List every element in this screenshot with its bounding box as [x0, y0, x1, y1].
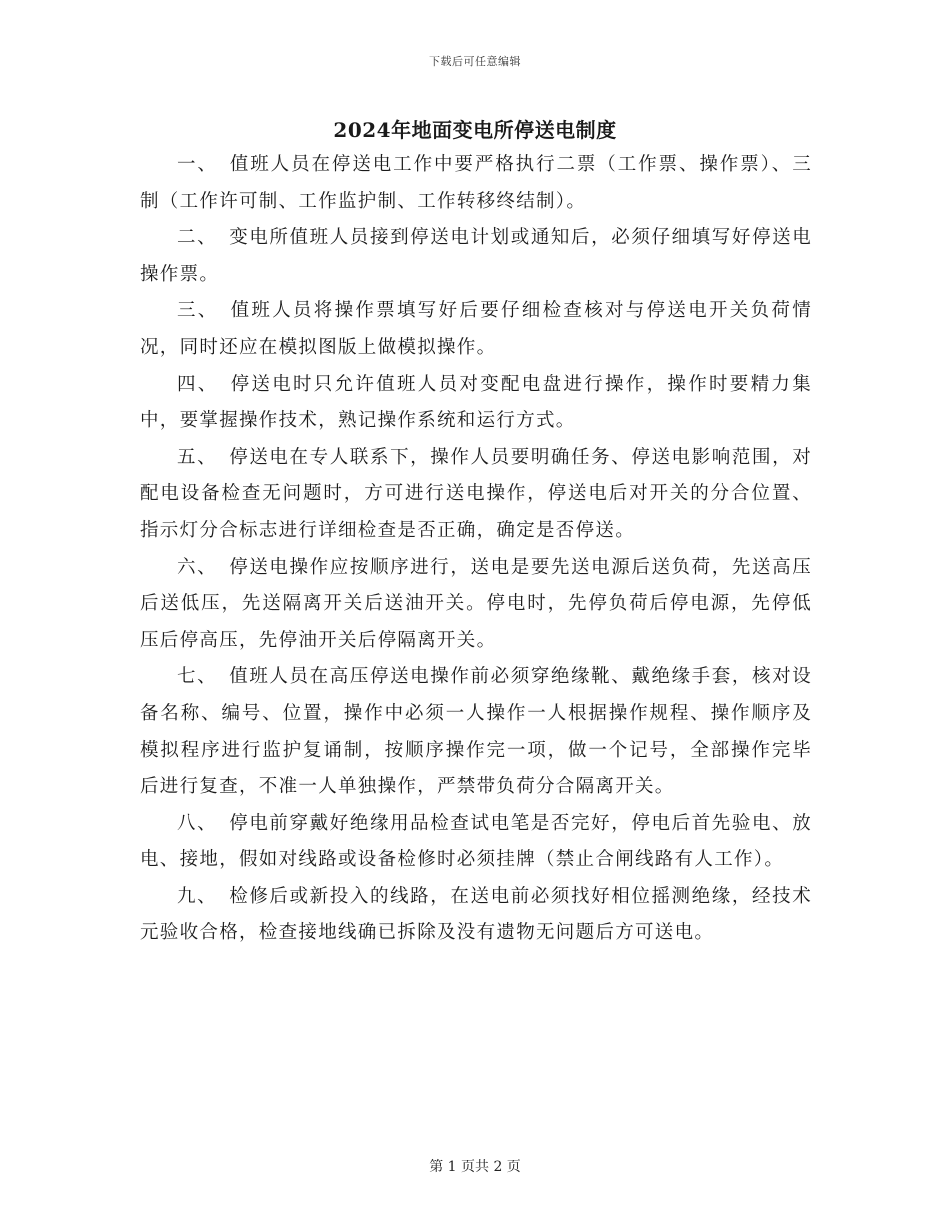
paragraph-text: 停送电在专人联系下，操作人员要明确任务、停送电影响范围，对配电设备检查无问题时，方可进行送电操作，停送电后对开关的分合位置、指示灯分合标志进行详细检查是否正确，确定是否停送。 [140, 446, 812, 541]
paragraph-2 [140, 220, 812, 293]
paragraph-1 [140, 147, 812, 220]
document-title: 2024年地面变电所停送电制度 [333, 118, 617, 142]
paragraph-text: 停送电时只允许值班人员对变配电盘进行操作，操作时要精力集中，要掌握操作技术，熟记操作系统和运行方式。 [140, 373, 812, 432]
paragraph-6 [140, 550, 812, 660]
paragraph-number: 三、 [177, 300, 219, 322]
paragraph-7 [140, 659, 812, 805]
paragraph-8 [140, 806, 812, 879]
paragraph-text: 值班人员将操作票填写好后要仔细检查核对与停送电开关负荷情况，同时还应在模拟图版上做模拟操作。 [140, 300, 812, 358]
paragraph-9 [140, 879, 812, 952]
paragraph-number: 六、 [177, 556, 218, 578]
paragraph-text: 检修后或新投入的线路，在送电前必须找好相位摇测绝缘，经技术元验收合格，检查接地线确已拆除及没有遗物无问题后方可送电。 [140, 885, 812, 944]
paragraph-text: 停电前穿戴好绝缘用品检查试电笔是否完好，停电后首先验电、放电、接地，假如对线路或设备检修时必须挂牌（禁止合闸线路有人工作）。 [140, 812, 812, 871]
page-footer: 第 1 页共 2 页 [429, 1159, 521, 1175]
paragraph-text: 停送电操作应按顺序进行，送电是要先送电源后送负荷，先送高压后送低压，先送隔离开关后送油开关。停电时，先停负荷后停电源，先停低压后停高压，先停油开关后停隔离开关。 [140, 556, 812, 651]
paragraph-number: 九、 [177, 885, 218, 907]
paragraph-number: 一、 [177, 154, 218, 175]
header-note: 下载后可任意编辑 [429, 55, 521, 68]
paragraph-number: 八、 [177, 812, 218, 834]
paragraph-number: 五、 [177, 446, 218, 468]
paragraph-number: 七、 [177, 666, 218, 688]
paragraph-number: 二、 [177, 227, 218, 249]
paragraph-text: 值班人员在高压停送电操作前必须穿绝缘靴、戴绝缘手套，核对设备名称、编号、位置，操作中必须一人操作一人根据操作规程、操作顺序及模拟程序进行监护复诵制，按顺序操作完一项，做一个记号，全部操作完毕后进行复查，不准一人单独操作，严禁带负荷分合隔离开关。 [140, 666, 812, 798]
paragraph-text: 变电所值班人员接到停送电计划或通知后，必须仔细填写好停送电操作票。 [140, 227, 812, 285]
paragraph-5 [140, 440, 812, 550]
paragraph-text: 值班人员在停送电工作中要严格执行二票（工作票、操作票）、三制（工作许可制、工作监护制、工作转移终结制）。 [140, 154, 813, 212]
paragraph-4 [140, 367, 812, 440]
document-body [140, 147, 812, 952]
paragraph-number: 四、 [177, 373, 219, 395]
paragraph-3 [140, 293, 812, 366]
